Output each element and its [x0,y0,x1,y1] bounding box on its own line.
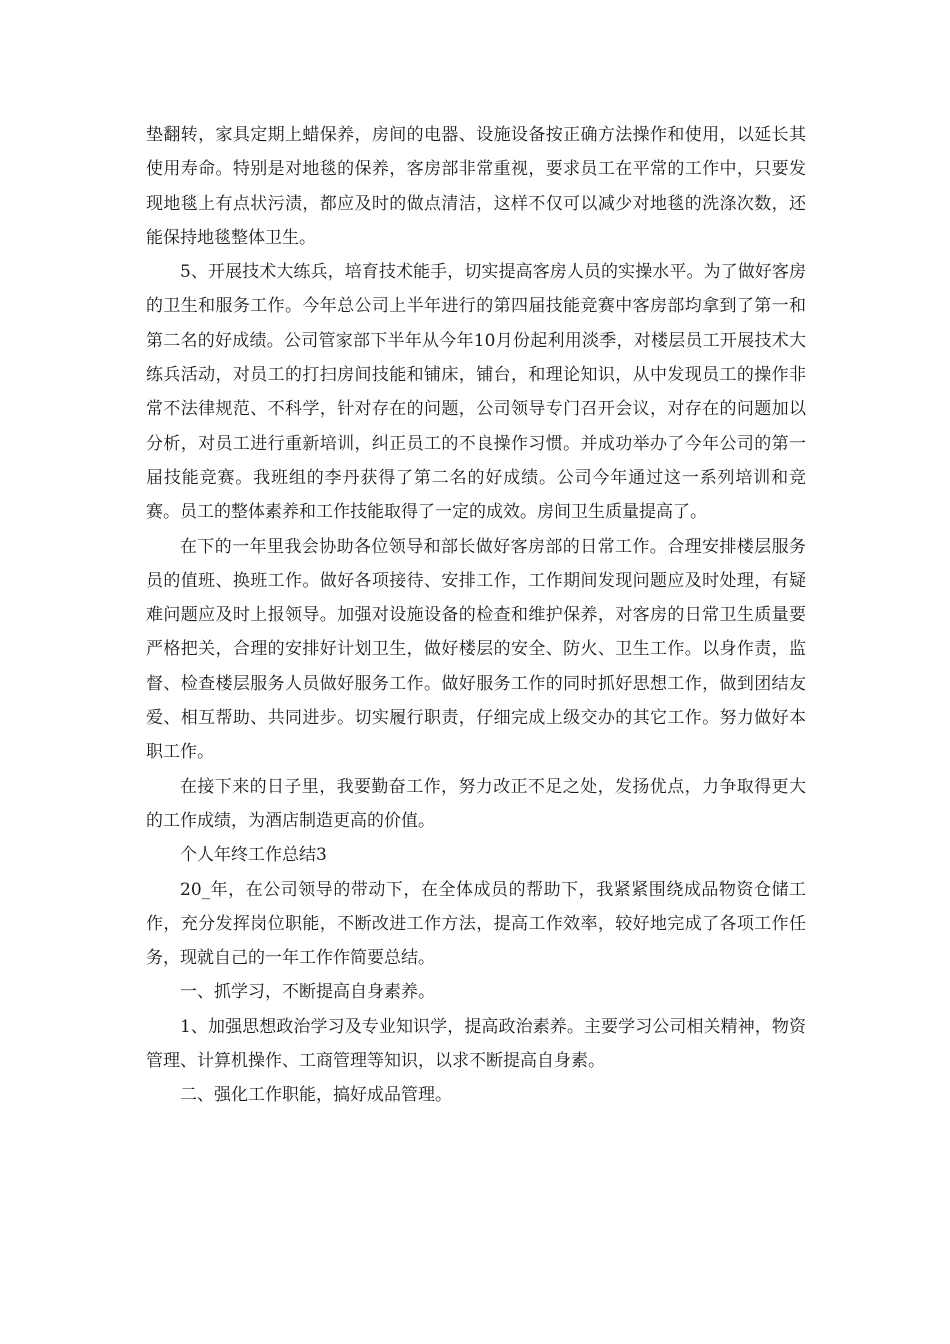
section-heading-summary-3: 个人年终工作总结3 [180,845,327,866]
paragraph-next-year-plan: 在下的一年里我会协助各位领导和部长做好客房部的日常工作。合理安排楼层服务员的值班、换班工作。做好各项接待、安排工作，工作期间发现问题应及时处理，有疑难问题应及时上报领导。加强对设施设备的检查和维护保养，对客房的日常卫生质量要严格把关，合理的安排好计划卫生，做好楼层的安全、防火、卫生工作。以身作责，监督、检查楼层服务人员做好服务工作。做好服务工作的同时抓好思想工作，做到团结友爱、相互帮助、共同进步。切实履行职责，仔细完成上级交办的其它工作。努力做好本职工作。 [146,536,806,763]
paragraph-continuation: 垫翻转，家具定期上蜡保养，房间的电器、设施设备按正确方法操作和使用，以延长其使用寿命。特别是对地毯的保养，客房部非常重视，要求员工在平常的工作中，只要发现地毯上有点状污渍，都应及时的做点清洁，这样不仅可以减少对地毯的洗涤次数，还能保持地毯整体卫生。 [146,125,806,248]
paragraph-item-1: 1、加强思想政治学习及专业知识学，提高政治素养。主要学习公司相关精神，物资管理、计算机操作、工商管理等知识，以求不断提高自身素。 [146,1016,806,1072]
heading-part-2: 二、强化工作职能，搞好成品管理。 [180,1085,452,1106]
paragraph-item-5: 5、开展技术大练兵，培育技术能手，切实提高客房人员的实操水平。为了做好客房的卫生和服务工作。今年总公司上半年进行的第四届技能竞赛中客房部均拿到了第一和第二名的好成绩。公司管家部下半年从今年10月份起利用淡季，对楼层员工开展技术大练兵活动，对员工的打扫房间技能和铺床，铺台，和理论知识，从中发现员工的操作非常不法律规范、不科学，针对存在的问题，公司领导专门召开会议，对存在的问题加以分析，对员工进行重新培训，纠正员工的不良操作习惯。并成功举办了今年公司的第一届技能竞赛。我班组的李丹获得了第二名的好成绩。公司今年通过这一系列培训和竞赛。员工的整体素养和工作技能取得了一定的成效。房间卫生质量提高了。 [146,262,806,523]
heading-part-1: 一、抓学习，不断提高自身素养。 [180,982,435,1003]
document-body [146,118,806,1113]
paragraph-closing: 在接下来的日子里，我要勤奋工作，努力改正不足之处，发扬优点，力争取得更大的工作成绩，为酒店制造更高的价值。 [146,776,806,831]
paragraph-intro: 20_年，在公司领导的带动下，在全体成员的帮助下，我紧紧围绕成品物资仓储工作，充分发挥岗位职能，不断改进工作方法，提高工作效率，较好地完成了各项工作任务，现就自己的一年工作作简要总结。 [146,879,806,969]
